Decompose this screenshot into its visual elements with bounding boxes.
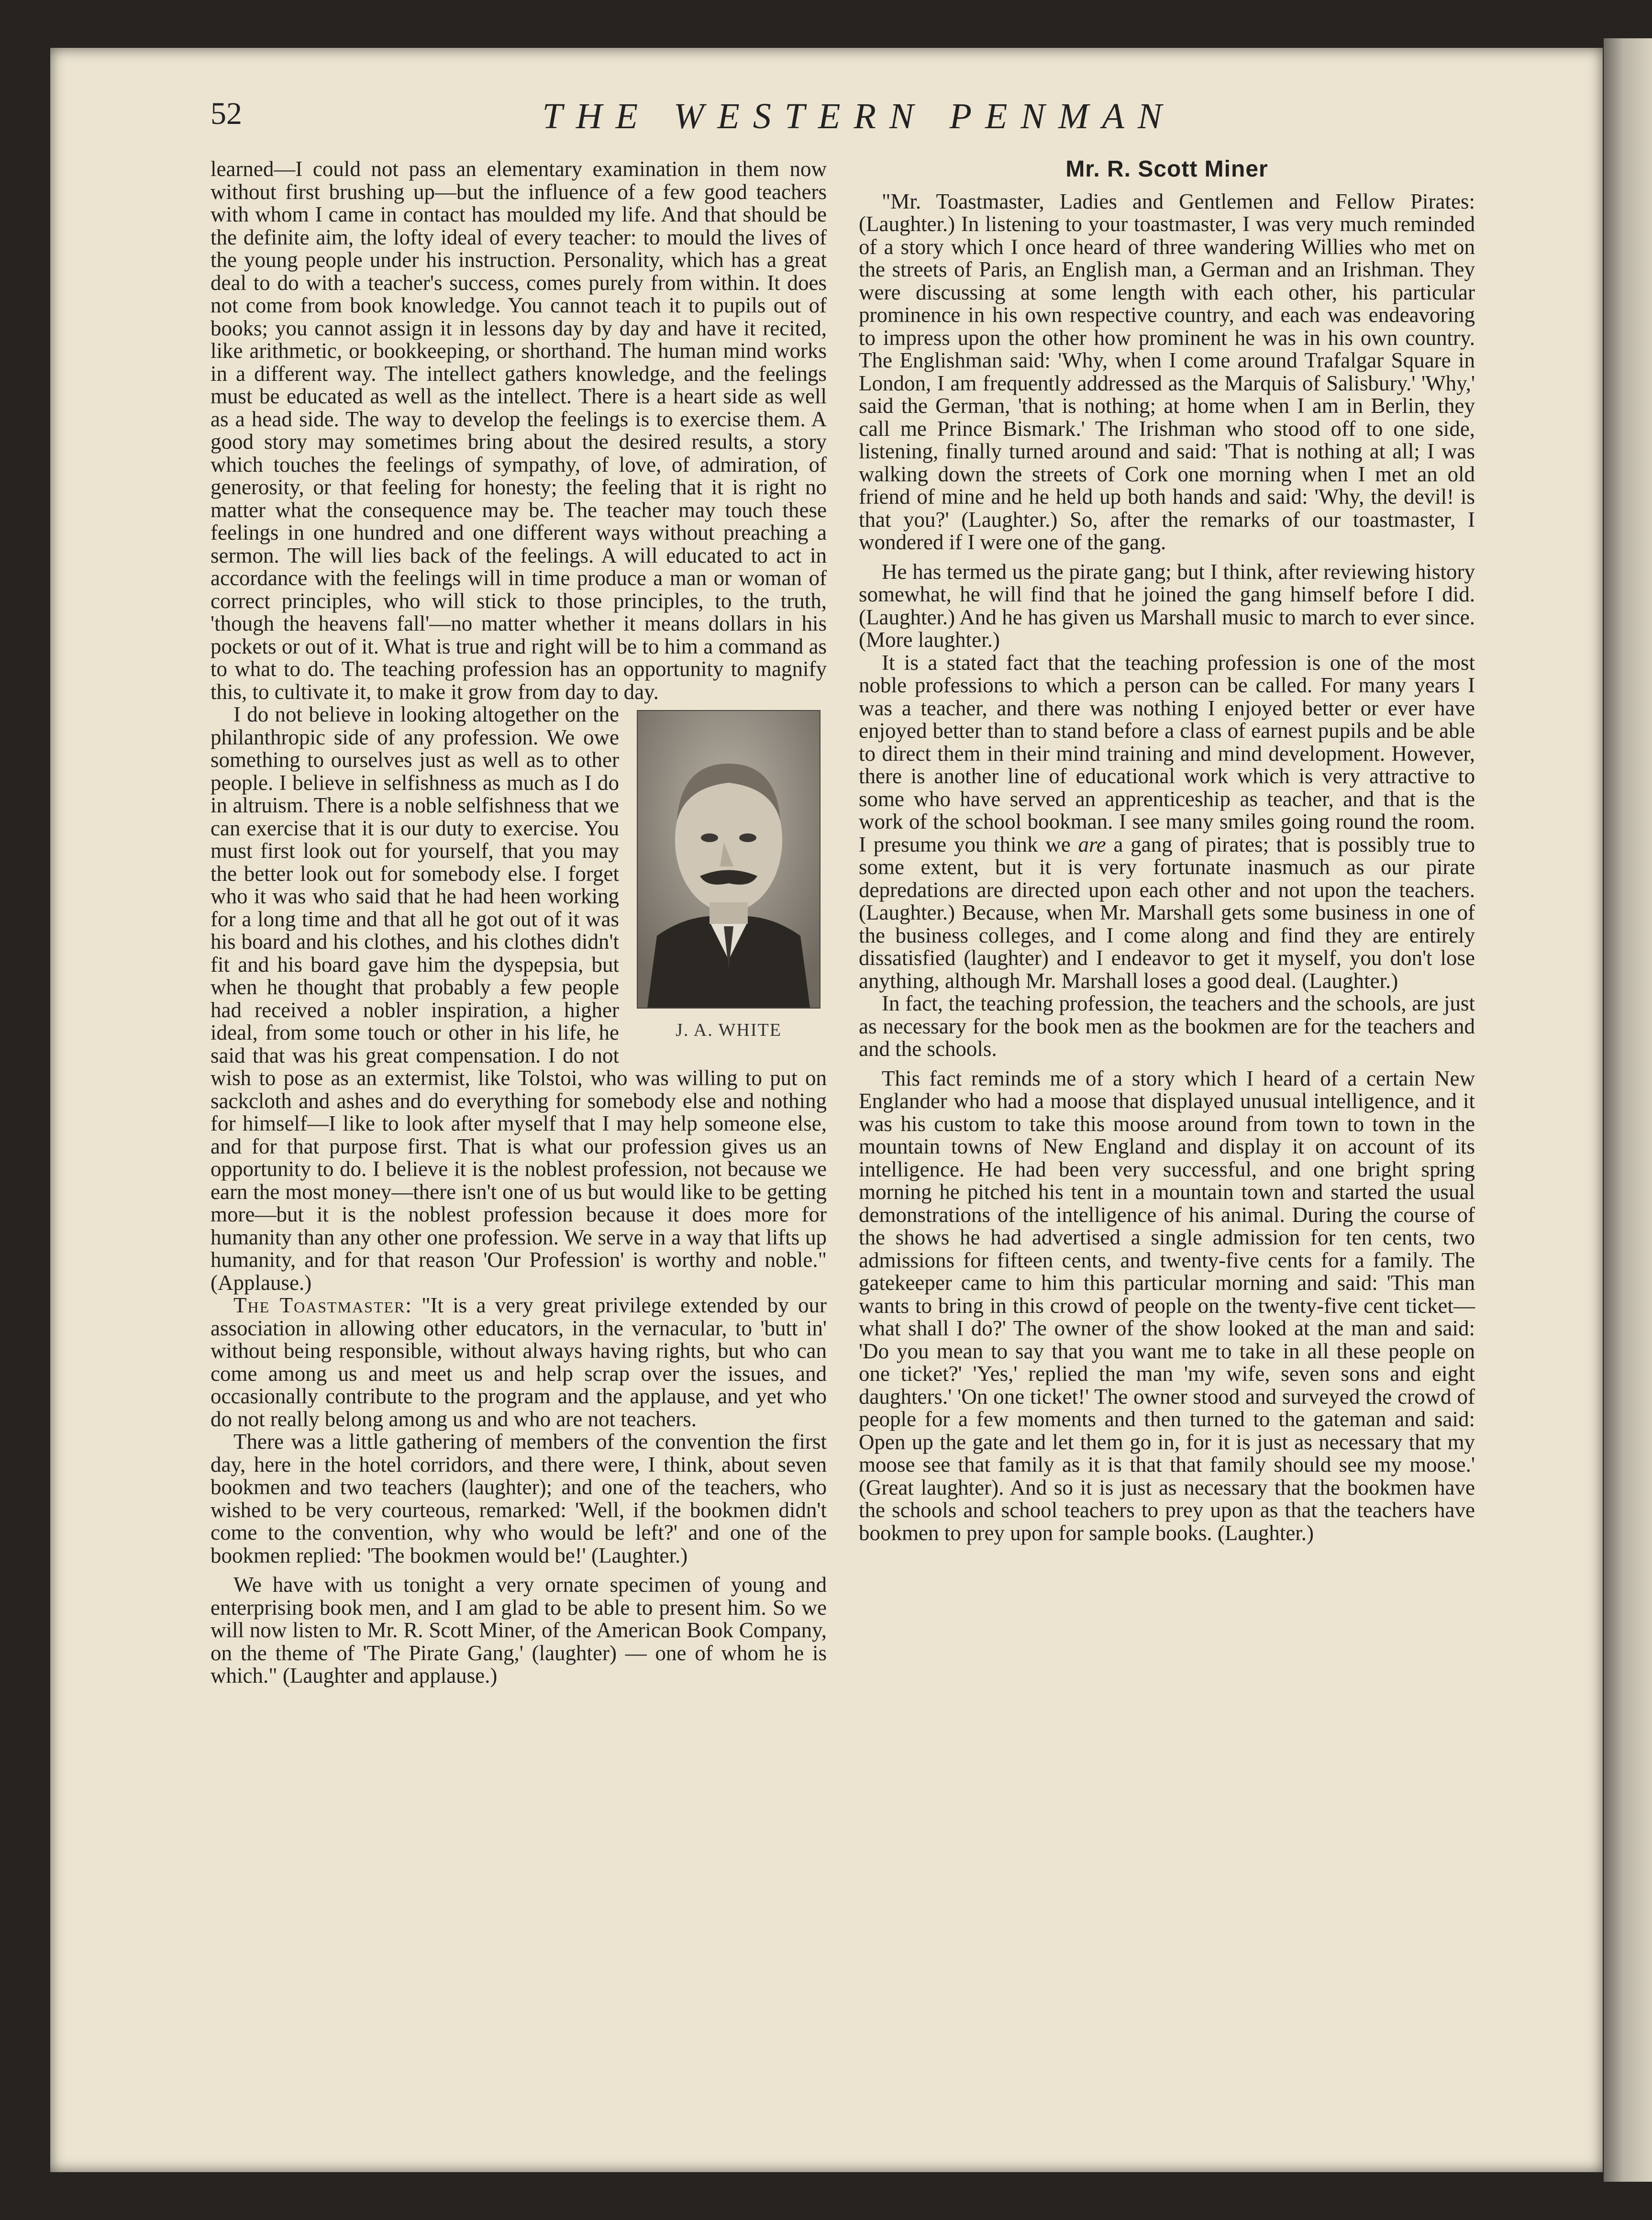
page-number: 52 [211,96,242,131]
right-paragraph-1: "Mr. Toastmaster, Ladies and Gentlemen and Fellow Pirates: (Laughter.) In listening to your toastmaster, I was very much reminded of a story which I once heard of three wandering Willies who met on the streets of Paris, an English man, a German and an Irishman. They were discussing at some length with each other, his particular prominence in his own respective country, and each was endeavoring to impress upon the other how prominent he was in his own country. The Englishman said: 'Why, when I come around Trafalgar Square in London, I am frequently addressed as the Marquis of Salisbury.' 'Why,' said the German, 'that is nothing; at home when I am in Berlin, they call me Prince Bismark.' The Irishman who stood off to one side, listening, finally turned around and said: 'That is nothing at all; I was walking down the streets of Cork one morning when I met an old friend of mine and he held up both hands and said: 'Why, the devil! is that you?' (Laughter.) So, after the remarks of our toastmaster, I wondered if I were one of the gang. [859,189,1475,554]
portrait-caption: J. A. WHITE [676,1020,782,1040]
left-paragraph-4: There was a little gathering of members of the convention the first day, here in the hotel corridors, and there were, I think, about seven bookmen and two teachers (laughter); and one of the teachers, who wished to be very courteous, remarked: 'Well, if the bookmen didn't come to the convention, why who would be left?' and one of the bookmen replied: 'The bookmen would be!' (Laughter.) [211,1430,827,1567]
right-paragraph-3-part-a: It is a stated fact that the teaching profession is one of the most noble professions to which a person can be called. For many years I was a teacher, and there was nothing I enjoyed better or ever have enjoyed better than to stand before a class of earnest pupils and be able to direct them in their mind training and mind development. However, there is another line of educational work which is very attractive to some who have served an apprenticeship as teacher, and that is the work of the school bookman. I see many smiles going round the room. I presume you think we [859,650,1475,856]
facing-page-edge [1604,38,1652,2182]
toastmaster-remarks: "It is a very great privilege extended by our association in allowing other educators, in the vernacular, to 'butt in' without being responsible, without always having rights, but who can come among us and meet us and help scrap over the issues, and occasionally contribute to the program and the applause, and yet who do not really belong among us and who are not teachers. [211,1293,827,1431]
toastmaster-label: The Toastmaster: [233,1293,412,1317]
left-paragraph-1: learned—I could not pass an elementary examination in them now without first brushing up—but the influence of a few good teachers with whom I came in contact has moulded my life. And that should be the definite aim, the lofty ideal of every teacher: to mould the lives of the young people under his instruction. Personality, which has a great deal to do with a teacher's success, comes purely from within. It does not come from book knowledge. You cannot teach it to pupils out of books; you cannot assign it in lessons day by day and have it recited, like arithmetic, or bookkeeping, or shorthand. The human mind works in a different way. The intellect gathers knowledge, and the feelings must be educated as well as the intellect. There is a heart side as well as a head side. The way to develop the feelings is to exercise them. A good story may sometimes bring about the desired results, a story which touches the feelings of sympathy, of love, of admiration, of generosity, or that feeling for honesty; the feeling that it is right no matter what the consequence may be. The teacher may touch these feelings in one hundred and one different ways without preaching a sermon. The will lies back of the feelings. A will educated to act in accordance with the feelings will in time produce a man or woman of correct principles, who will stick to those principles, to the truth, 'though the heavens fall'—no matter whether it means dollars in his pockets or out of it. What is true and right will be to him a command as to what to do. The teaching profession has an opportunity to magnify this, to cultivate it, to make it grow from day to day. [211,157,827,704]
right-paragraph-2: He has termed us the pirate gang; but I think, after reviewing history somewhat, he will find that he joined the gang himself before I did. (Laughter.) And he has given us Marshall music to march to ever since. (More laughter.) [859,559,1475,652]
right-paragraph-3-part-b: a gang of pirates; that is possibly true to some extent, but it is very fortunate inasmuch as our pirate depredations are directed upon each other and not upon the teachers. (Laughter.) Because, when Mr. Marshall gets some business in one of the business colleges, and I come along and find they are entirely dissatisfied (laughter) and I endeavor to get it myself, you don't lose anything, although Mr. Marshall loses a good deal. (Laughter.) [859,832,1475,993]
speaker-heading: Mr. R. Scott Miner [1065,156,1268,182]
running-title: THE WESTERN PENMAN [542,96,1175,136]
portrait-figure [631,710,827,1042]
right-paragraph-3 [859,652,1475,993]
right-paragraph-5: This fact reminds me of a story which I heard of a certain New Englander who had a moose that displayed unusual intelligence, and it was his custom to take this moose around from town to town in the mountain towns of New England and display it on account of its intelligence. He had been very successful, and one bright spring morning he pitched his tent in a mountain town and started the usual demonstrations of the intelligence of his animal. During the course of the shows he had advertised a single admission for ten cents, two admissions for fifteen cents, and twenty-five cents for a family. The gatekeeper came to him this particular morning and said: 'This man wants to bring in this crowd of people on the twenty-five cent ticket—what shall I do?' The owner of the show looked at the man and said: 'Do you mean to say that you want me to take in all these people on one ticket?' 'Yes,' replied the man 'my wife, seven sons and eight daughters.' 'On one ticket!' The owner stood and surveyed the crowd of people for a few moments and then turned to the gateman and said: Open up the gate and let them go in, for it is just as necessary that my moose see that family as it is that that family should see my moose.' (Great laughter). And so it is just as necessary that the bookmen have the schools and school teachers to prey upon as that the teachers have bookmen to prey upon for sample books. (Laughter.) [859,1066,1475,1545]
right-column [859,158,1475,1544]
page-header [211,96,1507,148]
left-column [211,158,827,1687]
portrait-photo [638,711,820,1008]
emphasis-are: are [1078,832,1106,856]
left-paragraph-2: I do not believe in looking altogether on the philanthropic side of any profession. We owe something to ourselves just as well as to other people. I believe in selfishness as much as I do in altruism. There is a noble selfishness that we can exercise that it is our duty to exercise. You must first look out for yourself, that you may the better look out for somebody else. I forget who it was who said that he had heen working for a long time and that all he got out of it was his board and his clothes, and his clothes didn't fit and his board gave him the dyspepsia, but when he thought that probably a few people had received a nobler inspiration, a higher ideal, from some touch or other in his life, he said that was his great compensation. I do not wish to pose as an extermist, like Tolstoi, who was willing to put on sackcloth and ashes and do everything for somebody else and nothing for himself—I like to look after myself that I may help someone else, and for that purpose first. That is what our profession gives us an opportunity to do. I believe it is the noblest profession, not because we earn the most money—there isn't one of us but would like to be getting more—but it is the noblest profession because it does more for humanity than any other one profession. We serve in a way that lifts up humanity, and for that reason 'Our Profession' is worthy and noble." (Applause.) [211,702,827,1295]
right-paragraph-4: In fact, the teaching profession, the teachers and the schools, are just as necessary for the book men as the bookmen are for the teachers and and the schools. [859,991,1475,1061]
left-paragraph-5: We have with us tonight a very ornate specimen of young and enterprising book men, and I am glad to be able to present him. So we will now listen to Mr. R. Scott Miner, of the American Book Company, on the theme of 'The Pirate Gang,' (laughter) — one of whom he is which." (Laughter and applause.) [211,1573,827,1687]
portrait-photo-icon [637,710,820,1009]
left-paragraph-3 [211,1294,827,1431]
